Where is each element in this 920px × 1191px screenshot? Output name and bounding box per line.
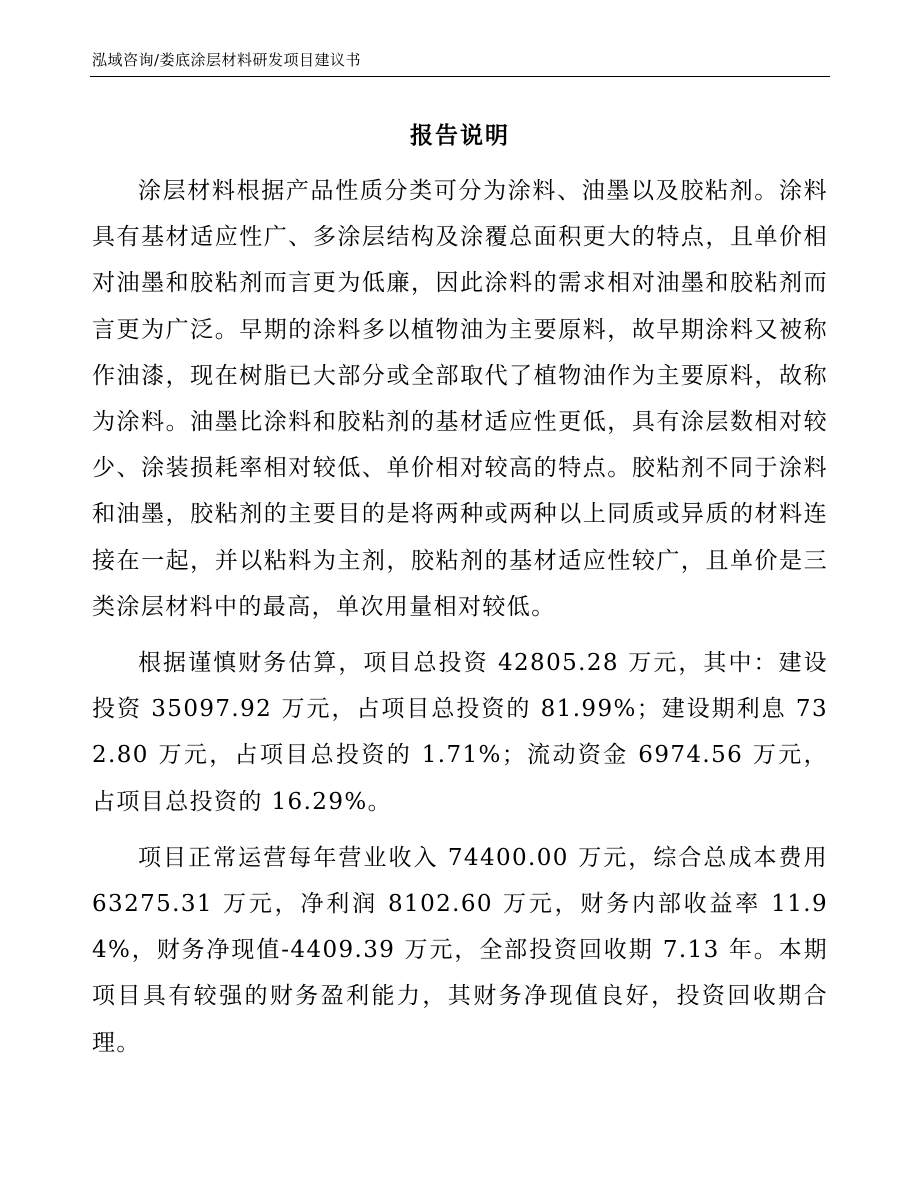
running-header: 泓域咨询/娄底涂层材料研发项目建议书 xyxy=(92,51,362,69)
header-divider xyxy=(90,76,830,77)
paragraph-financial-returns: 项目正常运营每年营业收入 74400.00 万元，综合总成本费用 63275.31 万元，净利润 8102.60 万元，财务内部收益率 11.94%，财务净现值-4409.39 万元，全部投资回收期 7.13 年。本期项目具有较强的财务盈利能力，其财务净现值良好，投资回收期合理。 xyxy=(92,844,828,1056)
paragraph-investment-estimate: 根据谨慎财务估算，项目总投资 42805.28 万元，其中：建设投资 35097.92 万元，占项目总投资的 81.99%；建设期利息 732.80 万元，占项目总投资的 1.71%；流动资金 6974.56 万元，占项目总投资的 16.29%。 xyxy=(92,650,828,815)
paragraph-coating-overview: 涂层材料根据产品性质分类可分为涂料、油墨以及胶粘剂。涂料具有基材适应性广、多涂层结构及涂覆总面积更大的特点，且单价相对油墨和胶粘剂而言更为低廉，因此涂料的需求相对油墨和胶粘剂而言更为广泛。早期的涂料多以植物油为主要原料，故早期涂料又被称作油漆，现在树脂已大部分或全部取代了植物油作为主要原料，故称为涂料。油墨比涂料和胶粘剂的基材适应性更低，具有涂层数相对较少、涂装损耗率相对较低、单价相对较高的特点。胶粘剂不同于涂料和油墨，胶粘剂的主要目的是将两种或两种以上同质或异质的材料连接在一起，并以粘料为主剂，胶粘剂的基材适应性较广，且单价是三类涂层材料中的最高，单次用量相对较低。 xyxy=(92,178,828,620)
body-text xyxy=(92,168,828,1066)
page-title: 报告说明 xyxy=(410,122,510,149)
